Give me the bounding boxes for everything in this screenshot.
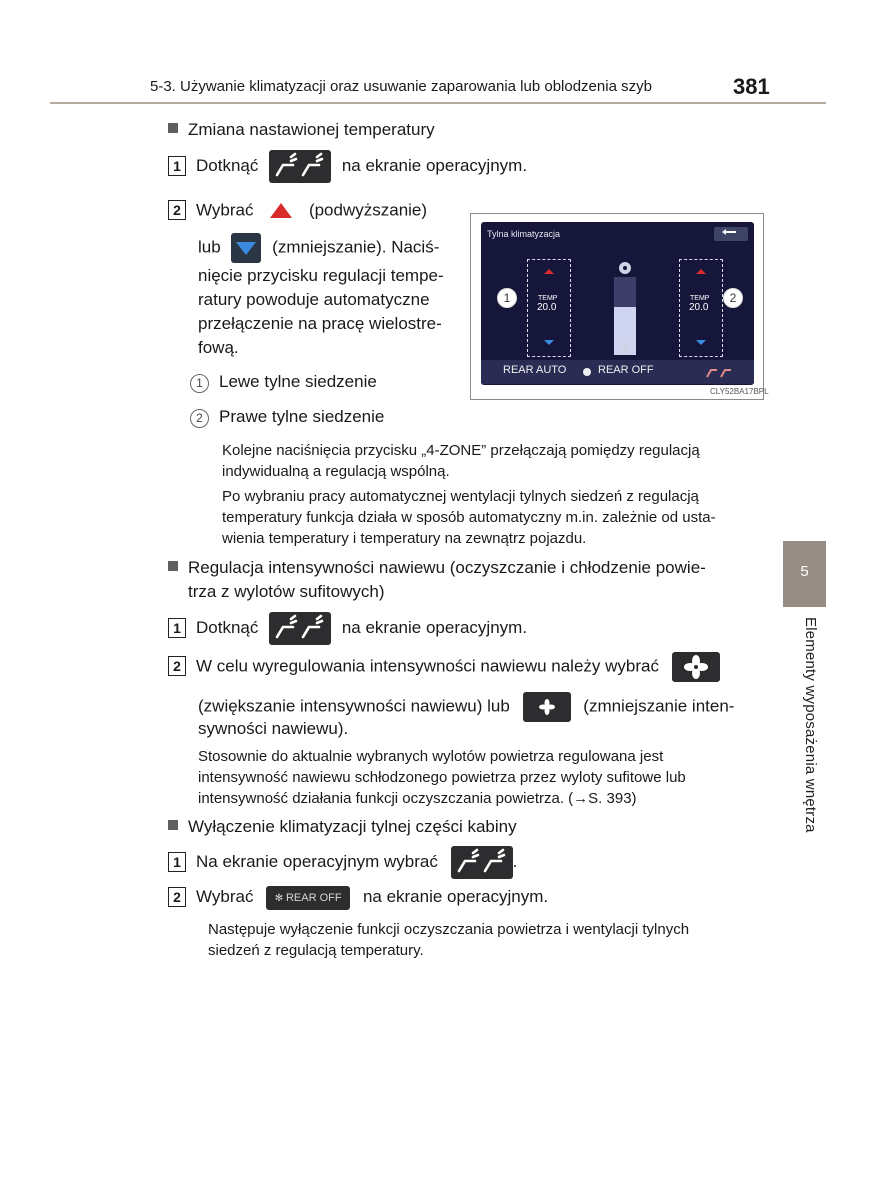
fan-icon bbox=[614, 260, 636, 276]
left-temp-label: TEMP bbox=[538, 295, 558, 302]
temp-step-2-line-lub: lub (zmniejszanie). Naciś- bbox=[198, 233, 439, 263]
fan-note bbox=[198, 746, 763, 809]
left-temp-control bbox=[527, 259, 571, 357]
section-header-title: 5-3. Używanie klimatyzacji oraz usuwanie zaparowania lub oblodzenia szyb bbox=[150, 78, 652, 95]
figure-code: CLY52BA17BPL bbox=[710, 387, 769, 396]
section-bullet-icon bbox=[168, 123, 178, 133]
rear-climate-screen-figure bbox=[470, 213, 764, 400]
screen-button-bar bbox=[481, 360, 754, 384]
rear-off-label: REAR OFF bbox=[285, 891, 342, 904]
heading-line: trza z wylotów sufitowych) bbox=[188, 582, 385, 601]
rear-seat-climate-icon bbox=[269, 150, 331, 183]
right-temp-control bbox=[679, 259, 723, 357]
text-line: siedzeń z regulacją temperatury. bbox=[208, 942, 424, 959]
temp-step-2: 2 Wybrać (podwyższanie) bbox=[168, 196, 427, 226]
callout-item-2: 2 Prawe tylne siedzenie bbox=[190, 405, 384, 429]
off-step-1: 1 Na ekranie operacyjnym wybrać . bbox=[168, 846, 517, 879]
screen-title: Tylna klimatyzacja bbox=[487, 229, 561, 239]
rear-auto-button: REAR AUTO bbox=[503, 364, 567, 376]
temp-up-arrow-icon bbox=[266, 196, 296, 226]
section-bullet-icon bbox=[168, 820, 178, 830]
text-line: temperatury funkcja działa w sposób automatyczny m.in. zależnie od usta- bbox=[222, 509, 716, 526]
right-temp-down-icon bbox=[680, 336, 722, 350]
off-note bbox=[208, 919, 689, 961]
text-line: intensywność działania funkcji oczyszczania powietrza. (→S. 393) bbox=[198, 790, 637, 807]
step-number: 1 bbox=[168, 156, 186, 176]
text-line: nięcie przycisku regulacji tempe- bbox=[198, 266, 444, 285]
text-line: Stosownie do aktualnie wybranych wylotów powietrza regulowana jest bbox=[198, 748, 664, 765]
callout-1: 1 bbox=[497, 288, 517, 308]
step-number: 2 bbox=[168, 887, 186, 907]
text-line: Następuje wyłączenie funkcji oczyszczania powietrza i wentylacji tylnych bbox=[208, 921, 690, 938]
fan-decrease-icon bbox=[523, 692, 571, 722]
fan-increase-icon bbox=[672, 652, 720, 682]
fan-step-2-cont-line2: sywności nawiewu). bbox=[198, 719, 349, 738]
temp-down-arrow-icon bbox=[231, 233, 261, 263]
right-temp-label: TEMP bbox=[690, 295, 710, 302]
right-temp-value: 20.0 bbox=[689, 302, 709, 313]
rear-seat-climate-icon bbox=[451, 846, 513, 879]
right-temp-up-icon bbox=[680, 264, 722, 278]
chapter-number: 5 bbox=[800, 563, 809, 580]
step-number: 1 bbox=[168, 618, 186, 638]
fan-icon bbox=[581, 366, 593, 378]
back-button bbox=[714, 227, 748, 241]
callout-item-1: 1 Lewe tylne siedzenie bbox=[190, 370, 377, 394]
heading-temperature: Zmiana nastawionej temperatury bbox=[168, 118, 435, 142]
rear-off-button-icon: ✻ REAR OFF bbox=[266, 886, 350, 910]
text-line: Po wybraniu pracy automatycznej wentylacji tylnych siedzeń z regulacją bbox=[222, 488, 699, 505]
temp-note-2 bbox=[222, 486, 716, 549]
screen-display bbox=[481, 222, 754, 385]
heading-fan-intensity bbox=[168, 556, 768, 604]
rear-off-button: REAR OFF bbox=[598, 364, 654, 376]
text-line: intensywność nawiewu schłodzonego powietrza przez wyloty sufitowe lub bbox=[198, 769, 686, 786]
fan-small-icon bbox=[617, 340, 633, 354]
circled-number: 1 bbox=[190, 374, 209, 393]
left-temp-value: 20.0 bbox=[537, 302, 557, 313]
left-temp-up-icon bbox=[528, 264, 570, 278]
circled-number: 2 bbox=[190, 409, 209, 428]
temp-step-2-text bbox=[198, 264, 456, 360]
text-line: wienia temperatury i temperatury na zewnątrz pojazdu. bbox=[222, 530, 587, 547]
callout-2: 2 bbox=[723, 288, 743, 308]
rear-seat-climate-icon bbox=[269, 612, 331, 645]
seat-climate-icon bbox=[703, 364, 737, 380]
off-step-2: 2 Wybrać ✻ REAR OFF na ekranie operacyjnym. bbox=[168, 885, 548, 910]
temp-step-1: 1 Dotknąć na ekranie operacyjnym. bbox=[168, 150, 527, 183]
fan-step-1: 1 Dotknąć na ekranie operacyjnym. bbox=[168, 612, 527, 645]
text-line: fową. bbox=[198, 338, 239, 357]
text-line: Kolejne naciśnięcia przycisku „4-ZONE” przełączają pomiędzy regulacją bbox=[222, 442, 700, 459]
heading-turn-off: Wyłączenie klimatyzacji tylnej części kabiny bbox=[168, 815, 517, 839]
step-number: 2 bbox=[168, 656, 186, 676]
fan-step-2: 2 W celu wyregulowania intensywności nawiewu należy wybrać bbox=[168, 652, 720, 682]
step-number: 1 bbox=[168, 852, 186, 872]
text-line: indywidualną a regulacją wspólną. bbox=[222, 463, 450, 480]
section-bullet-icon bbox=[168, 561, 178, 571]
left-temp-down-icon bbox=[528, 336, 570, 350]
text-line: przełączenie na pracę wielostre- bbox=[198, 314, 442, 333]
temp-note-1 bbox=[222, 440, 700, 482]
step-number: 2 bbox=[168, 200, 186, 220]
fan-step-2-cont: (zwiększanie intensywności nawiewu) lub (zmniejszanie inten- bbox=[198, 692, 734, 722]
chapter-label: Elementy wyposażenia wnętrza bbox=[802, 617, 819, 833]
page-number: 381 bbox=[733, 74, 770, 99]
header-divider bbox=[50, 102, 826, 104]
heading-line: Regulacja intensywności nawiewu (oczyszczanie i chłodzenie powie- bbox=[168, 556, 768, 580]
text-line: ratury powoduje automatyczne bbox=[198, 290, 430, 309]
